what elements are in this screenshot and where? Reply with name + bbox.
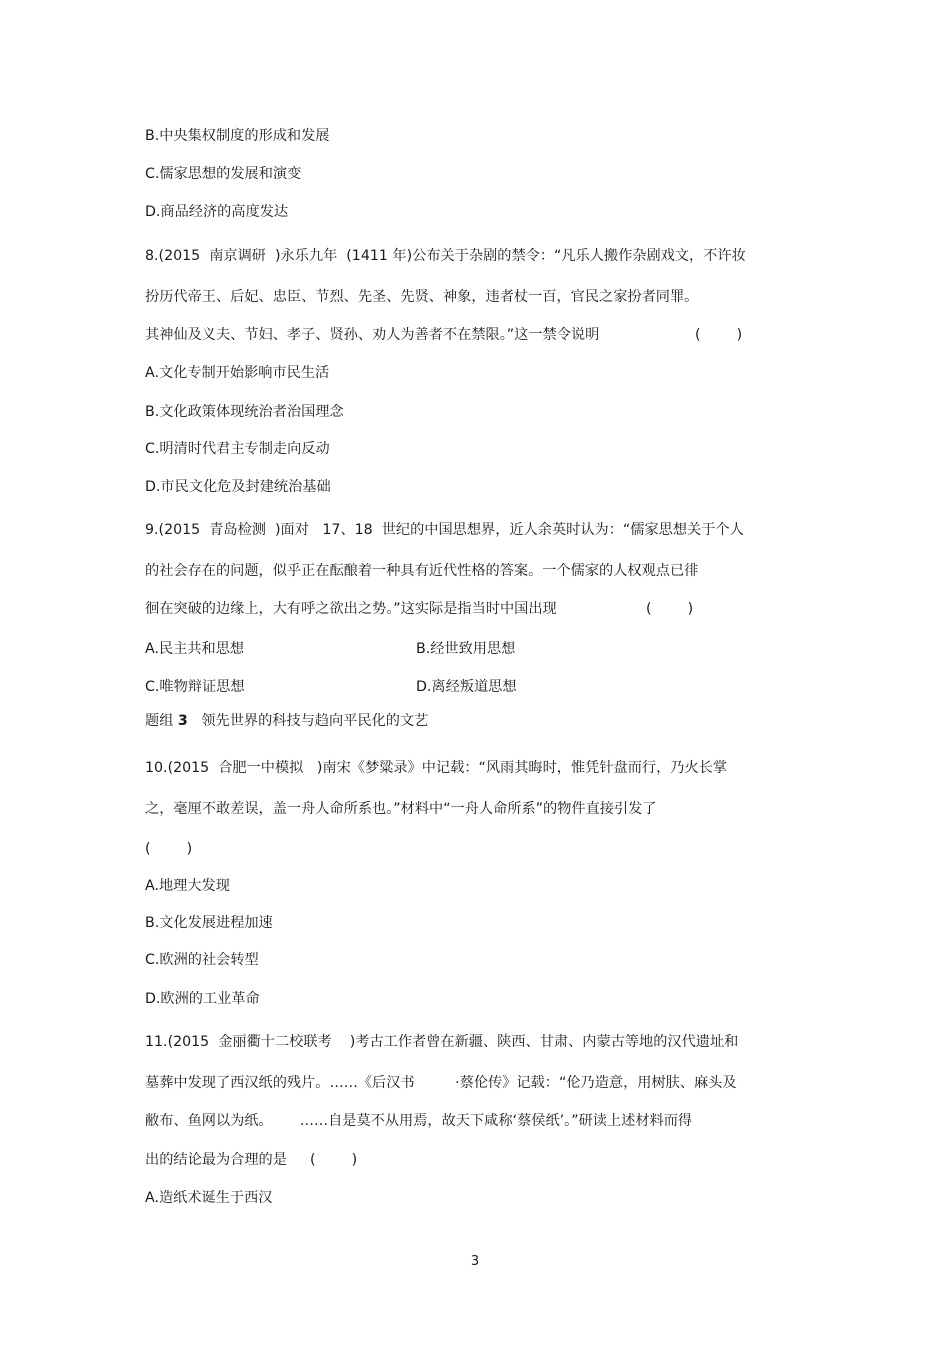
- q8-option-a: A.文化专制开始影响市民生活: [145, 365, 330, 381]
- group-prefix: 题组: [145, 713, 174, 729]
- q9-option-c: C.唯物辩证思想: [145, 679, 245, 695]
- q9-option-a: A.民主共和思想: [145, 641, 245, 657]
- group-number: 3: [177, 713, 188, 729]
- q9-stem-line3: 徊在突破的边缘上，大有呼之欲出之势。”这实际是指当时中国出现: [145, 601, 557, 617]
- q10-answer-bracket: ( ): [145, 841, 193, 857]
- q10-option-b: B.文化发展进程加速: [145, 915, 273, 931]
- q11-stem-line1: 11.(2015 金丽衢十二校联考 )考古工作者曾在新疆、陕西、甘肃、内蒙古等地的汉代遗址和: [145, 1034, 739, 1050]
- q10-stem-line2: 之，毫厘不敢差误，盖一舟人命所系也。”材料中“一舟人命所系”的物件直接引发了: [145, 801, 657, 817]
- q10-option-c: C.欧洲的社会转型: [145, 952, 259, 968]
- section-heading-group3: [145, 712, 428, 730]
- q7-option-b: B.中央集权制度的形成和发展: [145, 128, 330, 144]
- q7-option-c: C.儒家思想的发展和演变: [145, 166, 302, 182]
- q8-answer-bracket: ( ): [695, 327, 743, 343]
- q11-option-a: A.造纸术诞生于西汉: [145, 1190, 273, 1206]
- q11-stem-line2: 墓葬中发现了西汉纸的残片。……《后汉书 ·蔡伦传》记载：“伦乃造意，用树肤、麻头及: [145, 1075, 737, 1091]
- q8-option-c: C.明清时代君主专制走向反动: [145, 441, 330, 457]
- q8-stem-line1: 8.(2015 南京调研 )永乐九年 (1411 年)公布关于杂剧的禁令：“凡乐人搬作杂剧戏文，不许妆: [145, 248, 746, 264]
- q7-option-d: D.商品经济的高度发达: [145, 204, 289, 220]
- q11-stem-line3: 敝布、鱼网以为纸。 ……自是莫不从用焉，故天下咸称‘蔡侯纸’。”研读上述材料而得: [145, 1113, 693, 1129]
- q11-stem-line4: 出的结论最为合理的是: [145, 1152, 287, 1168]
- q10-option-d: D.欧洲的工业革命: [145, 991, 260, 1007]
- q8-option-d: D.市民文化危及封建统治基础: [145, 479, 331, 495]
- q8-option-b: B.文化政策体现统治者治国理念: [145, 404, 344, 420]
- q11-answer-bracket: ( ): [310, 1152, 358, 1168]
- q9-option-b: B.经世致用思想: [416, 641, 516, 657]
- q10-stem-line1: 10.(2015 合肥一中模拟 )南宋《梦粱录》中记载：“风雨其晦时，惟凭针盘而行，乃火长掌: [145, 760, 728, 776]
- q9-answer-bracket: ( ): [646, 601, 694, 617]
- group-title: 领先世界的科技与趋向平民化的文艺: [201, 713, 429, 729]
- q9-option-d: D.离经叛道思想: [416, 679, 517, 695]
- q8-stem-line3: 其神仙及义夫、节妇、孝子、贤孙、劝人为善者不在禁限。”这一禁令说明: [145, 327, 600, 343]
- q10-option-a: A.地理大发现: [145, 878, 230, 894]
- q9-stem-line1: 9.(2015 青岛检测 )面对 17、18 世纪的中国思想界，近人余英时认为：“儒家思想关于个人: [145, 522, 744, 538]
- q9-stem-line2: 的社会存在的问题，似乎正在酝酿着一种具有近代性格的答案。一个儒家的人权观点已徘: [145, 563, 699, 579]
- page-number: 3: [470, 1254, 480, 1269]
- q8-stem-line2: 扮历代帝王、后妃、忠臣、节烈、先圣、先贤、神象，违者杖一百，官民之家扮者同罪。: [145, 289, 699, 305]
